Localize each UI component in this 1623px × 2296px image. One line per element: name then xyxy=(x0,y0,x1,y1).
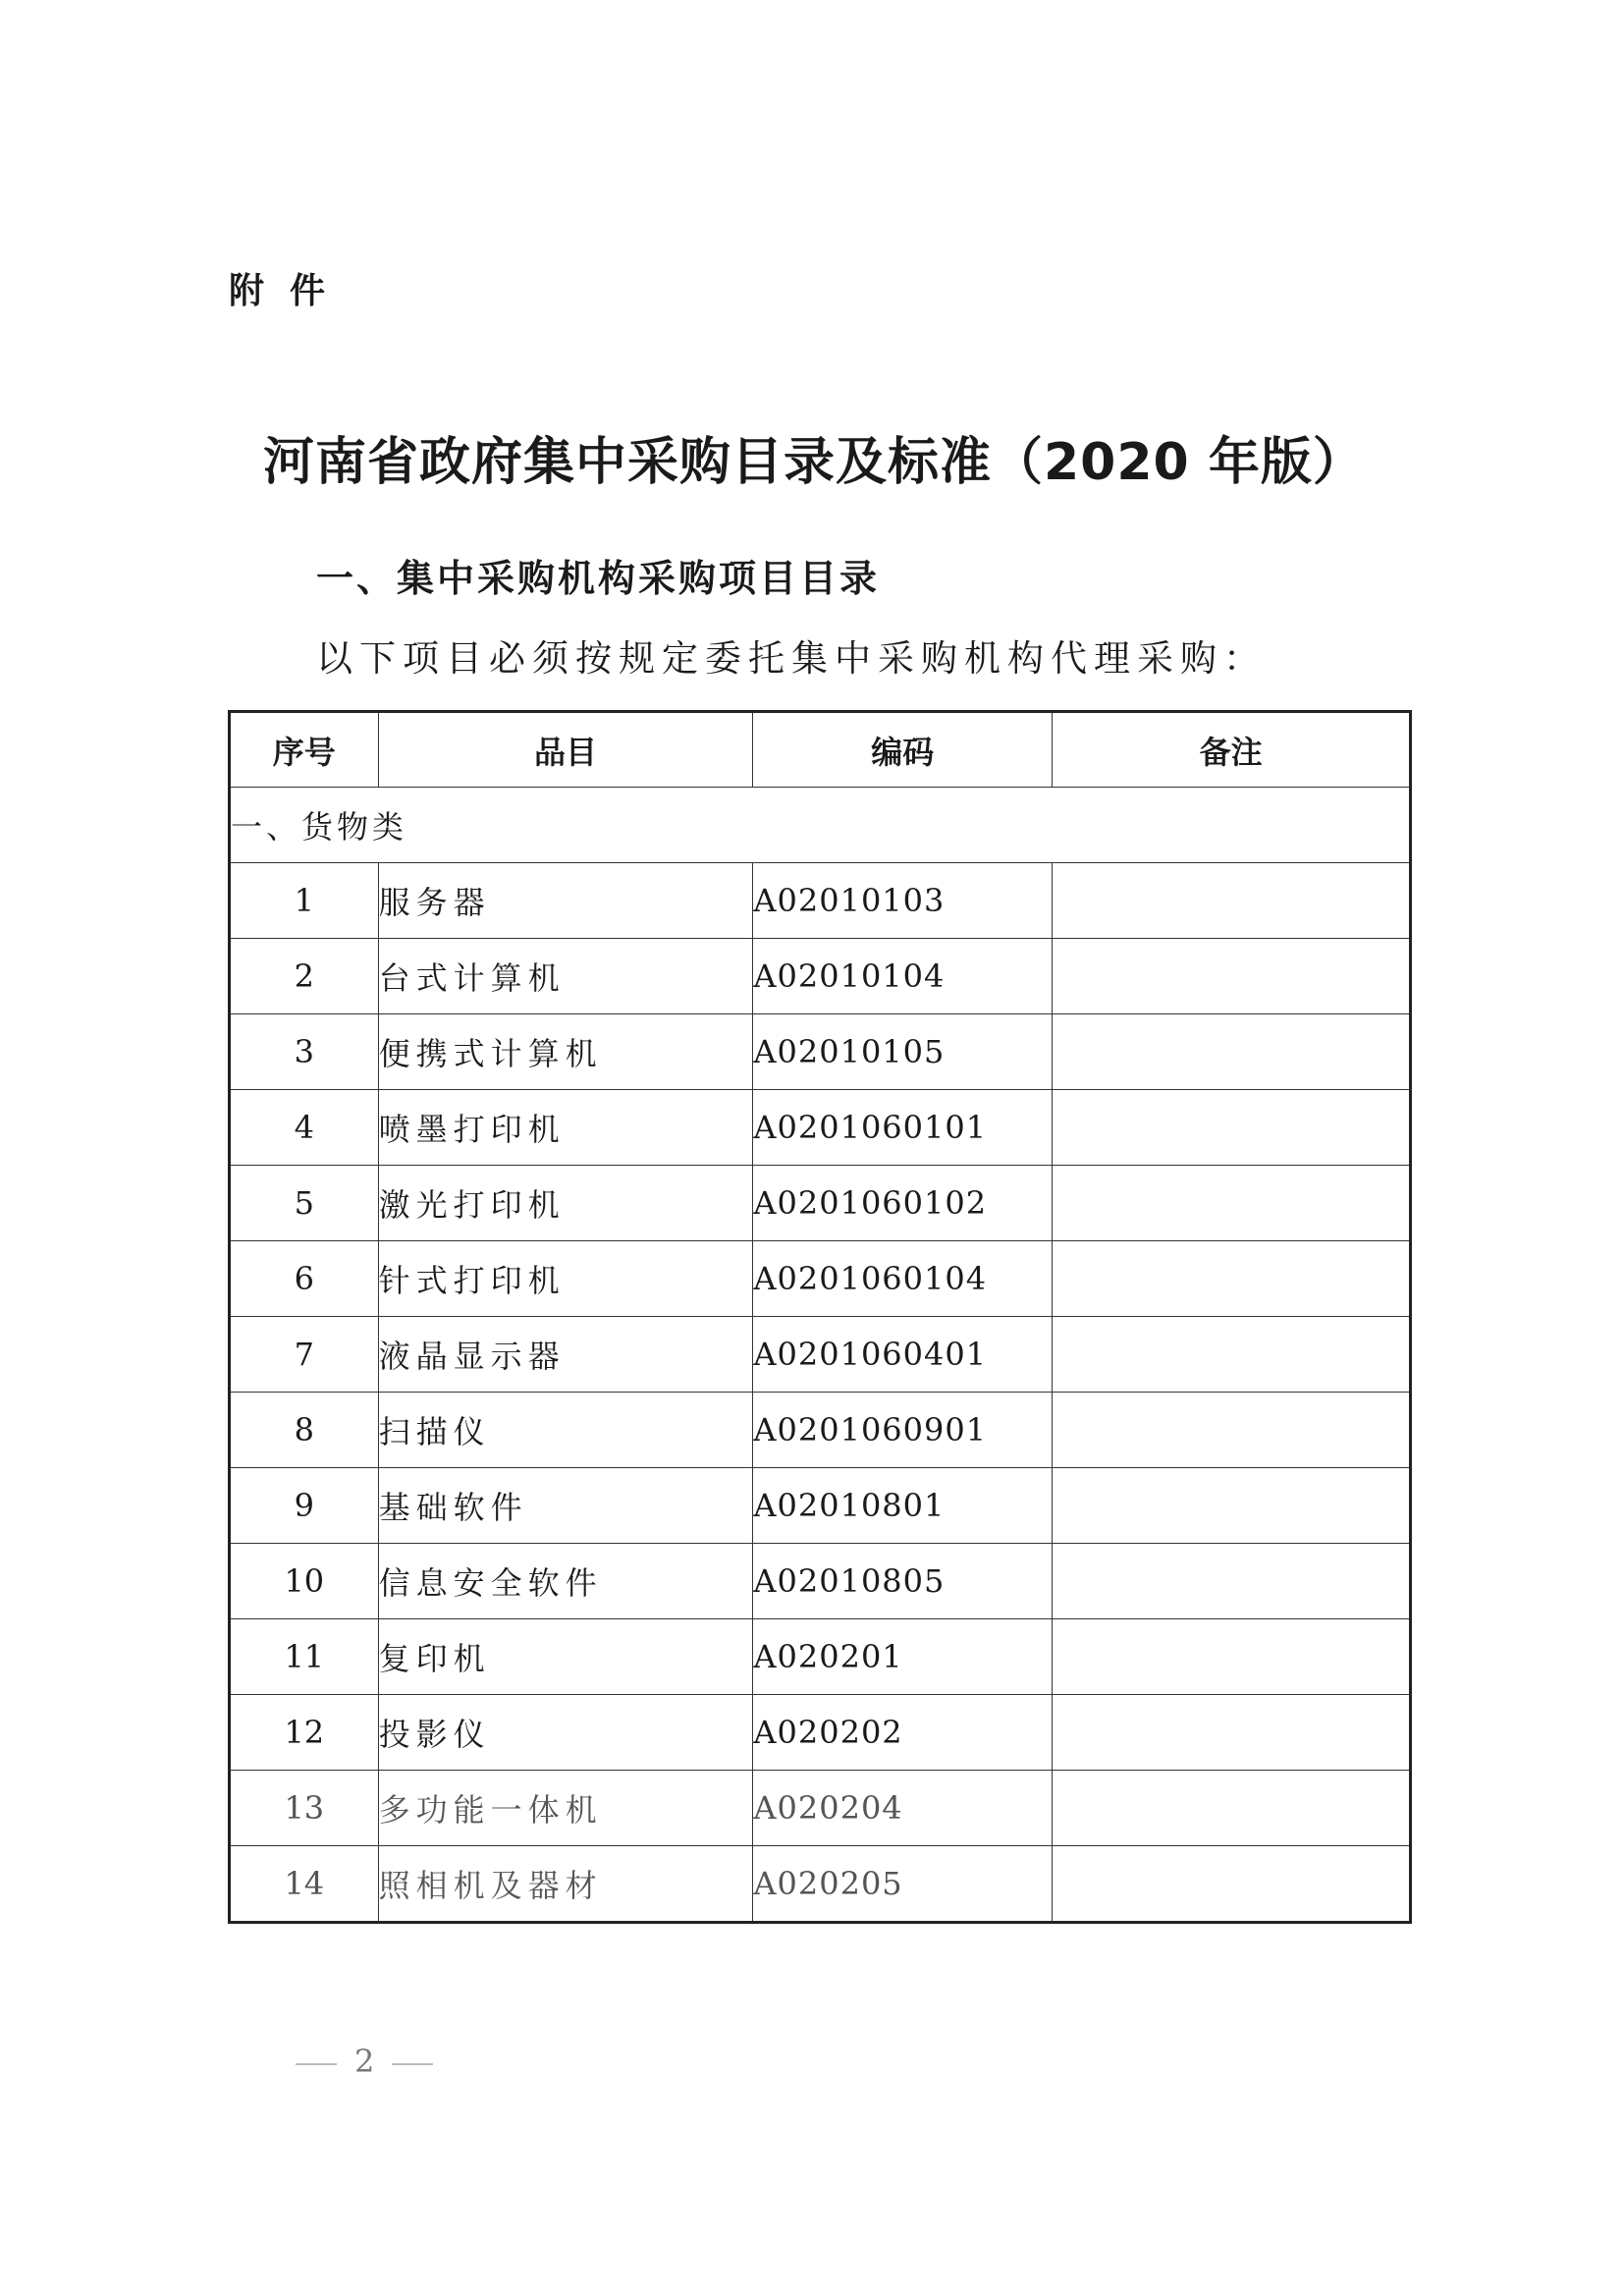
table-row xyxy=(230,1166,1411,1241)
row-item: 多功能一体机 xyxy=(378,1771,753,1846)
row-remark xyxy=(1053,1695,1411,1771)
row-item: 喷墨打印机 xyxy=(378,1090,753,1166)
row-remark xyxy=(1053,863,1411,939)
document-title: 河南省政府集中采购目录及标准（2020 年版） xyxy=(263,433,1365,492)
row-number: 3 xyxy=(230,1014,379,1090)
table-row xyxy=(230,1619,1411,1695)
row-remark xyxy=(1053,1317,1411,1393)
row-number: 2 xyxy=(230,939,379,1014)
row-remark xyxy=(1053,1544,1411,1619)
table-row xyxy=(230,1317,1411,1393)
row-code: A02010103 xyxy=(753,863,1053,939)
row-number: 5 xyxy=(230,1166,379,1241)
row-number: 7 xyxy=(230,1317,379,1393)
row-item: 信息安全软件 xyxy=(378,1544,753,1619)
row-code: A0201060901 xyxy=(753,1393,1053,1468)
footer-dash-right xyxy=(392,2063,433,2065)
row-code: A02010805 xyxy=(753,1544,1053,1619)
row-code: A020204 xyxy=(753,1771,1053,1846)
table-row xyxy=(230,863,1411,939)
table-row xyxy=(230,939,1411,1014)
category-label: 一、货物类 xyxy=(230,788,1411,863)
row-remark xyxy=(1053,1090,1411,1166)
table-row xyxy=(230,1544,1411,1619)
row-item: 服务器 xyxy=(378,863,753,939)
row-item: 便携式计算机 xyxy=(378,1014,753,1090)
row-number: 10 xyxy=(230,1544,379,1619)
table-header-row xyxy=(230,712,1411,788)
row-code: A02010104 xyxy=(753,939,1053,1014)
footer-dash-left xyxy=(296,2063,337,2065)
row-number: 11 xyxy=(230,1619,379,1695)
row-item: 台式计算机 xyxy=(378,939,753,1014)
row-item: 针式打印机 xyxy=(378,1241,753,1317)
row-remark xyxy=(1053,1014,1411,1090)
row-item: 基础软件 xyxy=(378,1468,753,1544)
category-row xyxy=(230,788,1411,863)
row-item: 投影仪 xyxy=(378,1695,753,1771)
row-code: A020205 xyxy=(753,1846,1053,1923)
row-code: A020202 xyxy=(753,1695,1053,1771)
row-code: A0201060104 xyxy=(753,1241,1053,1317)
section-heading: 一、集中采购机构采购项目目录 xyxy=(316,557,881,600)
page-footer xyxy=(278,2043,451,2080)
row-code: A0201060401 xyxy=(753,1317,1053,1393)
row-number: 13 xyxy=(230,1771,379,1846)
row-code: A02010801 xyxy=(753,1468,1053,1544)
page-number: 2 xyxy=(354,2043,375,2080)
row-code: A02010105 xyxy=(753,1014,1053,1090)
table-row xyxy=(230,1241,1411,1317)
header-no: 序号 xyxy=(230,712,379,788)
row-remark xyxy=(1053,1393,1411,1468)
row-item: 复印机 xyxy=(378,1619,753,1695)
row-item: 液晶显示器 xyxy=(378,1317,753,1393)
row-remark xyxy=(1053,1468,1411,1544)
header-remark: 备注 xyxy=(1053,712,1411,788)
row-number: 6 xyxy=(230,1241,379,1317)
procurement-catalog-table xyxy=(228,710,1412,1924)
row-number: 4 xyxy=(230,1090,379,1166)
header-code: 编码 xyxy=(753,712,1053,788)
row-number: 1 xyxy=(230,863,379,939)
table-row xyxy=(230,1468,1411,1544)
row-number: 8 xyxy=(230,1393,379,1468)
row-code: A0201060102 xyxy=(753,1166,1053,1241)
table-row xyxy=(230,1695,1411,1771)
row-number: 12 xyxy=(230,1695,379,1771)
row-remark xyxy=(1053,1771,1411,1846)
header-item: 品目 xyxy=(378,712,753,788)
attachment-label: 附件 xyxy=(229,271,352,311)
row-remark xyxy=(1053,939,1411,1014)
row-remark xyxy=(1053,1619,1411,1695)
intro-text: 以下项目必须按规定委托集中采购机构代理采购： xyxy=(316,637,1267,680)
row-number: 9 xyxy=(230,1468,379,1544)
table-row xyxy=(230,1846,1411,1923)
row-item: 扫描仪 xyxy=(378,1393,753,1468)
row-item: 照相机及器材 xyxy=(378,1846,753,1923)
table-row xyxy=(230,1014,1411,1090)
row-remark xyxy=(1053,1241,1411,1317)
row-remark xyxy=(1053,1846,1411,1923)
table-row xyxy=(230,1393,1411,1468)
row-remark xyxy=(1053,1166,1411,1241)
row-number: 14 xyxy=(230,1846,379,1923)
table-row xyxy=(230,1090,1411,1166)
row-item: 激光打印机 xyxy=(378,1166,753,1241)
row-code: A0201060101 xyxy=(753,1090,1053,1166)
table-row xyxy=(230,1771,1411,1846)
row-code: A020201 xyxy=(753,1619,1053,1695)
